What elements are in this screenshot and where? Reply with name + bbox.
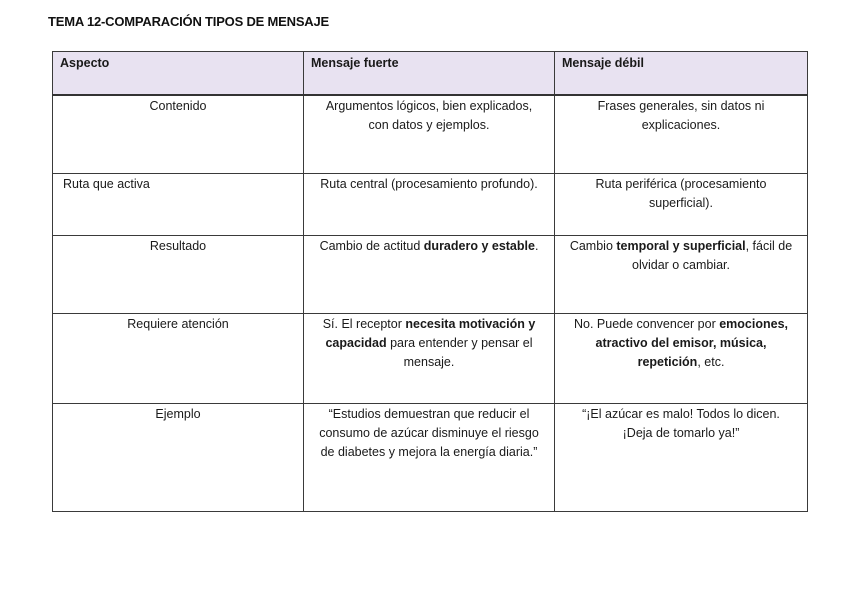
cell-aspecto: Ruta que activa <box>53 174 304 236</box>
table-row <box>53 236 808 314</box>
text-normal: Sí. El receptor <box>322 317 406 331</box>
text-normal: . <box>534 239 539 253</box>
table-row <box>53 174 808 236</box>
table-header-row <box>53 52 808 96</box>
text-bold: emociones, atractivo del emisor, música, repetición <box>595 317 788 369</box>
cell-aspecto: Contenido <box>53 95 304 174</box>
cell-fuerte: Ruta central (procesamiento profundo). <box>304 174 555 236</box>
text-bold: duradero y estable <box>423 239 535 253</box>
table-row <box>53 95 808 174</box>
cell-fuerte <box>304 314 555 404</box>
cell-fuerte <box>304 236 555 314</box>
table-row <box>53 404 808 512</box>
text-normal: Cambio <box>569 239 617 253</box>
cell-debil: Frases generales, sin datos ni explicaciones. <box>555 95 808 174</box>
cell-debil <box>555 314 808 404</box>
cell-aspecto: Resultado <box>53 236 304 314</box>
cell-debil: “¡El azúcar es malo! Todos lo dicen. ¡Deja de tomarlo ya!” <box>555 404 808 512</box>
text-normal: Cambio de actitud <box>319 239 424 253</box>
cell-aspecto: Ejemplo <box>53 404 304 512</box>
header-mensaje-fuerte: Mensaje fuerte <box>304 52 555 96</box>
comparison-table <box>52 51 808 512</box>
header-mensaje-debil: Mensaje débil <box>555 52 808 96</box>
cell-aspecto: Requiere atención <box>53 314 304 404</box>
text-normal: , etc. <box>697 355 725 369</box>
text-normal: para entender y pensar el mensaje. <box>386 336 533 369</box>
cell-fuerte: “Estudios demuestran que reducir el consumo de azúcar disminuye el riesgo de diabetes y mejora la energía diaria.” <box>304 404 555 512</box>
text-bold: temporal y superficial <box>616 239 746 253</box>
cell-debil <box>555 236 808 314</box>
cell-fuerte: Argumentos lógicos, bien explicados, con datos y ejemplos. <box>304 95 555 174</box>
text-normal: No. Puede convencer por <box>573 317 720 331</box>
table-row <box>53 314 808 404</box>
document-title: TEMA 12-COMPARACIÓN TIPOS DE MENSAJE <box>48 14 329 29</box>
cell-debil: Ruta periférica (procesamiento superficial). <box>555 174 808 236</box>
text-bold: necesita motivación y capacidad <box>325 317 536 350</box>
text-normal: , fácil de olvidar o cambiar. <box>632 239 793 272</box>
header-aspecto: Aspecto <box>53 52 304 96</box>
